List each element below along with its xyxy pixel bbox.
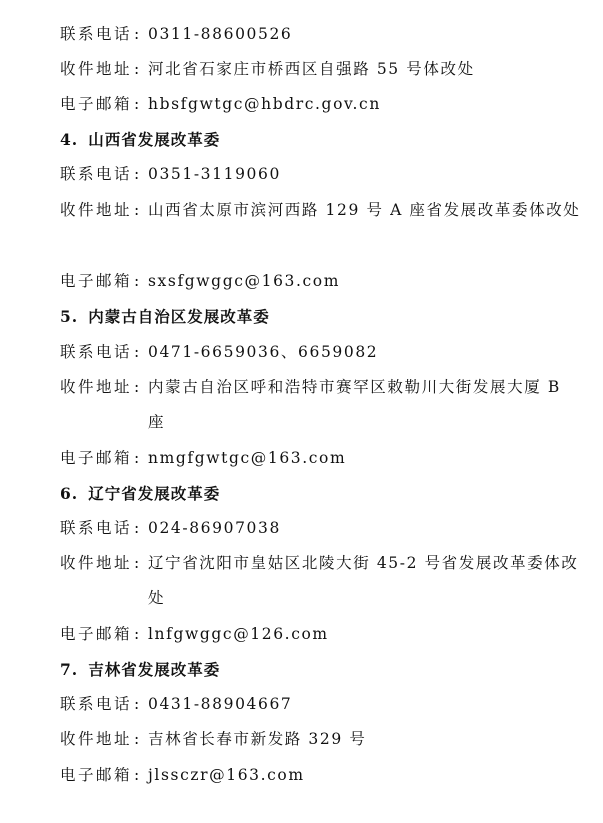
entry-address-row (60, 546, 583, 616)
email-value: lnfgwggc@126.com (148, 625, 329, 643)
email-label: 电子邮箱 (60, 625, 133, 643)
phone-label: 联系电话 (60, 343, 133, 361)
colon: : (134, 272, 140, 290)
phone-label: 联系电话 (60, 165, 133, 183)
entry-heading (60, 476, 583, 511)
email-label: 电子邮箱 (60, 766, 133, 784)
address-label: 收件地址 (60, 201, 133, 219)
email-label: 电子邮箱 (60, 272, 133, 290)
phone-label: 联系电话 (60, 519, 133, 537)
colon: : (134, 554, 140, 572)
colon: : (134, 695, 140, 713)
entry-number: 5. (60, 307, 79, 326)
email-value: jlssczr@163.com (148, 766, 305, 784)
phone-label: 联系电话 (60, 25, 133, 43)
address-value: 河北省石家庄市桥西区自强路 55 号体改处 (148, 60, 475, 78)
entry-name: 内蒙古自治区发展改革委 (88, 307, 270, 326)
entry-heading (60, 652, 583, 687)
entry-address-row (60, 193, 583, 263)
entry-number: 6. (60, 484, 79, 503)
colon: : (134, 378, 140, 396)
phone-value: 0431-88904667 (148, 695, 293, 713)
address-value: 山西省太原市滨河西路 129 号 A 座省发展改革委体改处 (148, 201, 581, 219)
email-label: 电子邮箱 (60, 449, 133, 467)
colon: : (134, 25, 140, 43)
colon: : (134, 343, 140, 361)
colon: : (134, 449, 140, 467)
phone-value: 024-86907038 (148, 519, 281, 537)
entry-heading (60, 299, 583, 334)
phone-value: 0351-3119060 (148, 165, 281, 183)
colon: : (134, 60, 140, 78)
address-value: 内蒙古自治区呼和浩特市赛罕区敕勒川大街发展大厦 B 座 (148, 378, 561, 431)
colon: : (134, 766, 140, 784)
email-value: nmgfgwtgc@163.com (148, 449, 347, 467)
phone-label: 联系电话 (60, 695, 133, 713)
colon: : (134, 201, 140, 219)
entry-heading (60, 122, 583, 157)
address-value: 吉林省长春市新发路 329 号 (148, 730, 367, 748)
entry-name: 吉林省发展改革委 (88, 660, 221, 679)
address-label: 收件地址 (60, 730, 133, 748)
address-label: 收件地址 (60, 60, 133, 78)
colon: : (134, 519, 140, 537)
phone-value: 0311-88600526 (148, 25, 293, 43)
colon: : (134, 95, 140, 113)
entry-name: 山西省发展改革委 (88, 130, 221, 149)
colon: : (134, 730, 140, 748)
entry-number: 7. (60, 660, 79, 679)
address-label: 收件地址 (60, 554, 133, 572)
email-label: 电子邮箱 (60, 95, 133, 113)
colon: : (134, 625, 140, 643)
email-value: sxsfgwggc@163.com (148, 272, 341, 290)
address-value: 辽宁省沈阳市皇姑区北陵大街 45-2 号省发展改革委体改处 (148, 554, 579, 607)
entry-number: 4. (60, 130, 79, 149)
phone-value: 0471-6659036、6659082 (148, 343, 379, 361)
email-value: hbsfgwtgc@hbdrc.gov.cn (148, 95, 381, 113)
entry-name: 辽宁省发展改革委 (88, 484, 221, 503)
entry-address-row (60, 370, 583, 440)
address-label: 收件地址 (60, 378, 133, 396)
colon: : (134, 165, 140, 183)
